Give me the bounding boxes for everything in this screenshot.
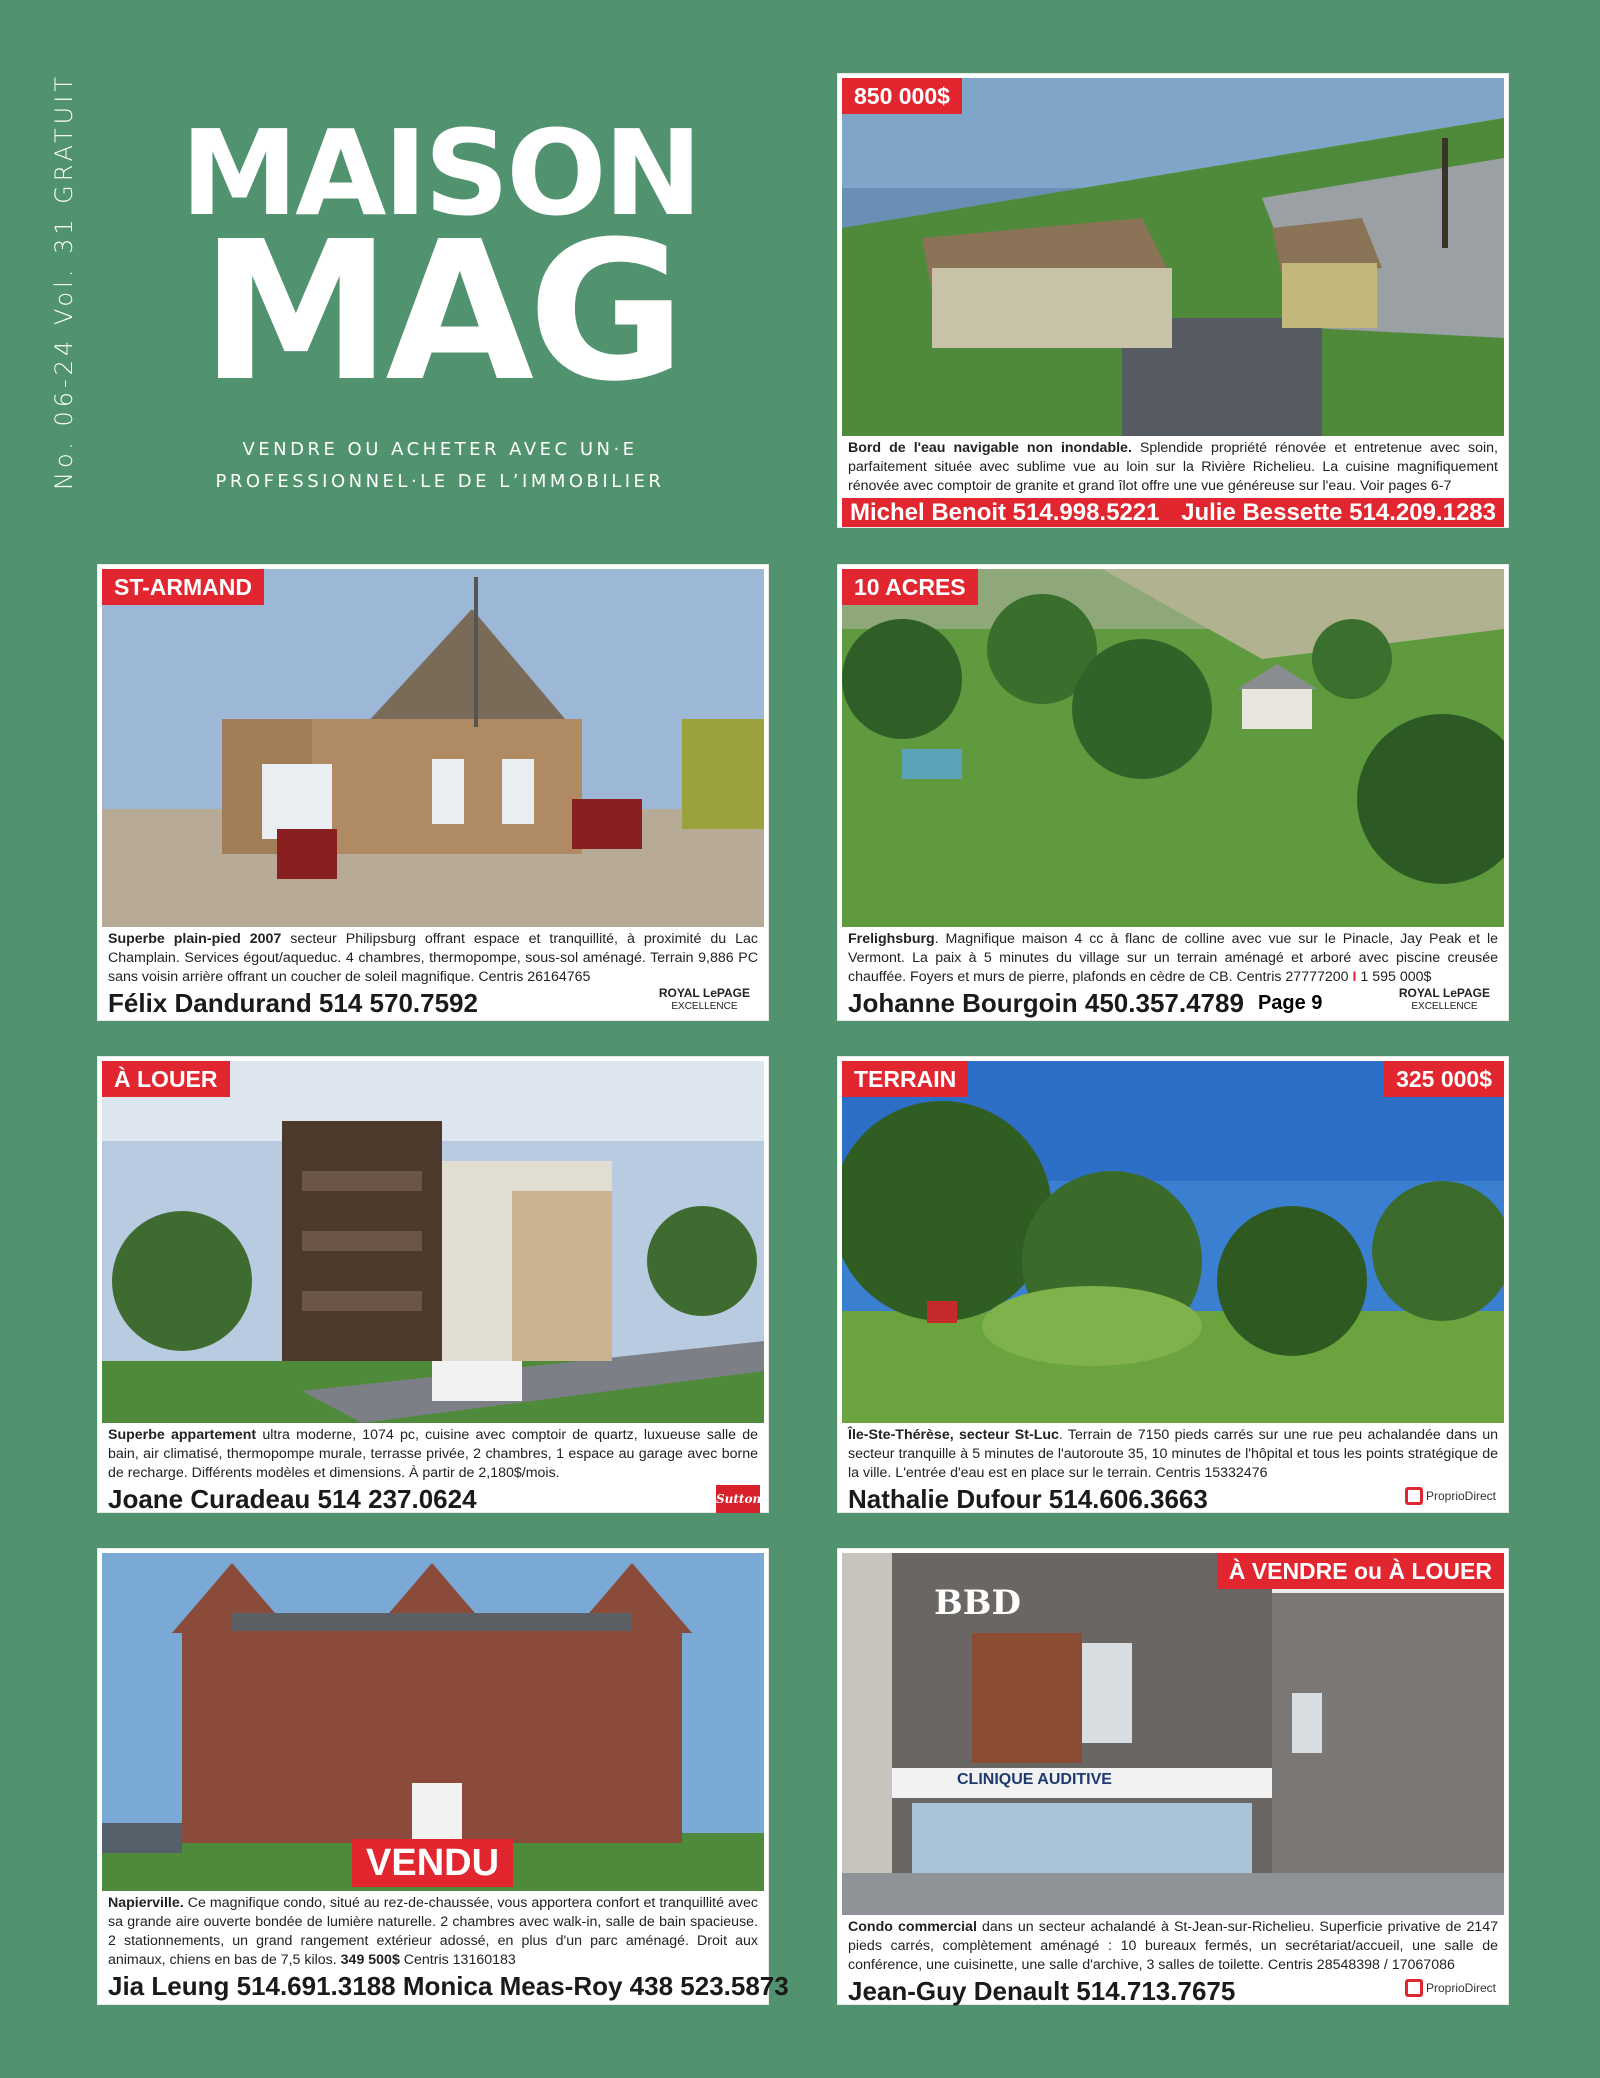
listing-description	[842, 1423, 1504, 1483]
masthead	[160, 104, 720, 498]
location-tag: ST-ARMAND	[102, 569, 264, 605]
agent-contact[interactable]: Nathalie Dufour 514.606.3663	[848, 1483, 1208, 1514]
contact-line	[842, 1483, 1504, 1515]
price-tag: 325 000$	[1384, 1061, 1504, 1097]
masthead-title-line1: MAISON	[180, 104, 700, 242]
issue-info: No. 06-24 Vol. 31 GRATUIT	[50, 73, 78, 490]
proprio-direct-logo	[1405, 1979, 1496, 1997]
listing-description	[102, 1891, 764, 1970]
logo-text: ProprioDirect	[1425, 1981, 1496, 1995]
contact-line	[102, 1483, 764, 1515]
description-text: secteur Philipsburg offrant espace et tranquillité, à proximité du Lac Champlain. Services égout/aqueduc. 4 chambres, thermopompe, sous-sol aménagé. Terrain 9,886 PC sans voisin arrière offrant un coucher de soleil magnifique. Centris 26164765	[108, 931, 758, 985]
listing-photo	[102, 1553, 764, 1891]
listing-commercial[interactable]	[838, 1549, 1508, 2004]
listing-photo	[102, 569, 764, 927]
description-text: . Magnifique maison 4 cc à flanc de colline avec vue sur le Pinacle, Jay Peak et le Vermont. La paix à 5 minutes du village sur un terrain aménagé et arboré avec piscine creusée chauffée. Foyers et murs de pierre, plafonds en cèdre de CB. Centris 27777200	[848, 931, 1498, 985]
listing-description	[842, 927, 1504, 987]
separator: I	[1348, 969, 1361, 985]
description-bold: Bord de l'eau navigable non inondable.	[848, 440, 1132, 456]
masthead-tagline	[160, 434, 720, 498]
agent-contact[interactable]: Jia Leung 514.691.3188 Monica Meas-Roy 438 523.5873	[108, 1970, 789, 2001]
contact-line	[842, 987, 1504, 1019]
listing-description	[842, 436, 1504, 496]
logo-text: ROYAL LePAGE	[658, 986, 750, 1000]
type-tag: TERRAIN	[842, 1061, 968, 1097]
listing-photo	[842, 1553, 1504, 1915]
rental-tag: À LOUER	[102, 1061, 230, 1097]
listing-price: 1 595 000$	[1360, 969, 1432, 985]
agent-contact[interactable]: Johanne Bourgoin 450.357.4789	[848, 987, 1244, 1018]
listing-napierville[interactable]	[98, 1549, 789, 2004]
royal-lepage-logo	[1399, 987, 1490, 1013]
building-sign-clinique: CLINIQUE AUDITIVE	[957, 1771, 1112, 1788]
description-bold: Napierville.	[108, 1895, 184, 1911]
listing-description	[102, 1423, 764, 1483]
description-bold: Superbe appartement	[108, 1427, 257, 1443]
listing-a-louer[interactable]	[98, 1057, 768, 1512]
size-tag: 10 ACRES	[842, 569, 978, 605]
listing-photo	[102, 1061, 764, 1423]
proprio-direct-icon	[1405, 1979, 1423, 1997]
description-text: . Terrain de 7150 pieds carrés sur une rue peu achalandée dans un secteur tranquille à 5 minutes de l'autoroute 35, 10 minutes de l'hôpital et tous les points stratégique de la ville. L'entrée d'eau est en place sur le terrain. Centris 15332476	[848, 1427, 1499, 1481]
description-bold: Condo commercial	[848, 1919, 977, 1935]
listing-photo	[842, 78, 1504, 436]
logo-subtext: EXCELLENCE	[1411, 1001, 1478, 1012]
contact-line	[102, 1970, 789, 2002]
tagline-line1: VENDRE OU ACHETER AVEC UN·E	[242, 439, 638, 460]
description-bold: Frelighsburg	[848, 931, 935, 947]
agent-contact[interactable]: Jean-Guy Denault 514.713.7675	[848, 1975, 1236, 2006]
listing-price: 349 500$	[336, 1952, 400, 1968]
listing-description	[102, 927, 764, 987]
proprio-direct-icon	[1405, 1487, 1423, 1505]
description-text: ultra moderne, 1074 pc, cuisine avec comptoir de quartz, luxueuse salle de bain, air climatisé, thermopompe murale, terrasse privée, 2 chambres, 1 espace au garage avec borne de recharge. Différents modèles et dimensions. À partir de 2,180$/mois.	[108, 1427, 759, 1481]
listing-terrain[interactable]	[838, 1057, 1508, 1512]
description-text: dans un secteur achalandé à St-Jean-sur-Richelieu. Superficie privative de 2147 pieds carrés, complètement aménagé : 10 bureaux fermés, un secrétariat/accueil, une salle de conférence, une cuisinette, une salle d'archive, 3 salles de toilette. Centris 28548398 / 17067086	[848, 1919, 1499, 1973]
contact-line	[842, 1975, 1504, 2007]
logo-text: ROYAL LePAGE	[1398, 986, 1490, 1000]
listing-photo	[842, 1061, 1504, 1423]
listing-riviere[interactable]	[838, 74, 1508, 527]
sale-rent-tag: À VENDRE ou À LOUER	[1217, 1553, 1504, 1589]
royal-lepage-logo	[659, 987, 750, 1013]
listing-10-acres[interactable]	[838, 565, 1508, 1020]
building-sign-bbd: BBD	[934, 1583, 1021, 1623]
agent-contact[interactable]: Michel Benoit 514.998.5221	[850, 499, 1160, 526]
sold-tag: VENDU	[352, 1839, 513, 1887]
description-bold: Superbe plain-pied 2007	[108, 931, 282, 947]
agent-contact[interactable]: Félix Dandurand 514 570.7592	[108, 987, 478, 1018]
listing-description	[842, 1915, 1504, 1975]
description-text: Ce magnifique condo, situé au rez-de-chaussée, vous apportera confort et tranquillité avec sa grande aire ouverte bondée de lumière naturelle. 2 chambres avec walk-in, salle de bain spacieuse. 2 stationnements, un grand rangement extérieur adossé, en plus d'un parc aménagé. Droit aux animaux, chiens en bas de 7,5 kilos.	[108, 1895, 758, 1968]
logo-subtext: EXCELLENCE	[671, 1001, 738, 1012]
logo-text: ProprioDirect	[1425, 1489, 1496, 1503]
tagline-line2: PROFESSIONNEL·LE DE L’IMMOBILIER	[215, 471, 665, 492]
agent-contact[interactable]: Joane Curadeau 514 237.0624	[108, 1483, 477, 1514]
masthead-title-line2: MAG	[200, 201, 680, 424]
description-text-end: Centris 13160183	[399, 1952, 516, 1968]
agent-contact[interactable]: Julie Bessette 514.209.1283	[1181, 499, 1496, 526]
page-reference[interactable]: Page 9	[1257, 991, 1323, 1014]
price-tag: 850 000$	[842, 78, 962, 114]
description-bold: Île-Ste-Thérèse, secteur St-Luc	[848, 1427, 1059, 1443]
description-text: Splendide propriété rénovée et entretenue avec soin, parfaitement située avec sublime vue au loin sur la Rivière Richelieu. La cuisine magnifiquement rénovée avec comptoir de granite et grand îlot offre une vue généreuse sur l'eau. Voir pages 6-7	[848, 440, 1498, 494]
listing-photo	[842, 569, 1504, 927]
proprio-direct-logo	[1405, 1487, 1496, 1505]
listing-starmand[interactable]	[98, 565, 768, 1020]
sutton-logo: Sutton	[716, 1485, 760, 1513]
agents-bar	[842, 498, 1504, 528]
contact-line	[102, 987, 764, 1019]
